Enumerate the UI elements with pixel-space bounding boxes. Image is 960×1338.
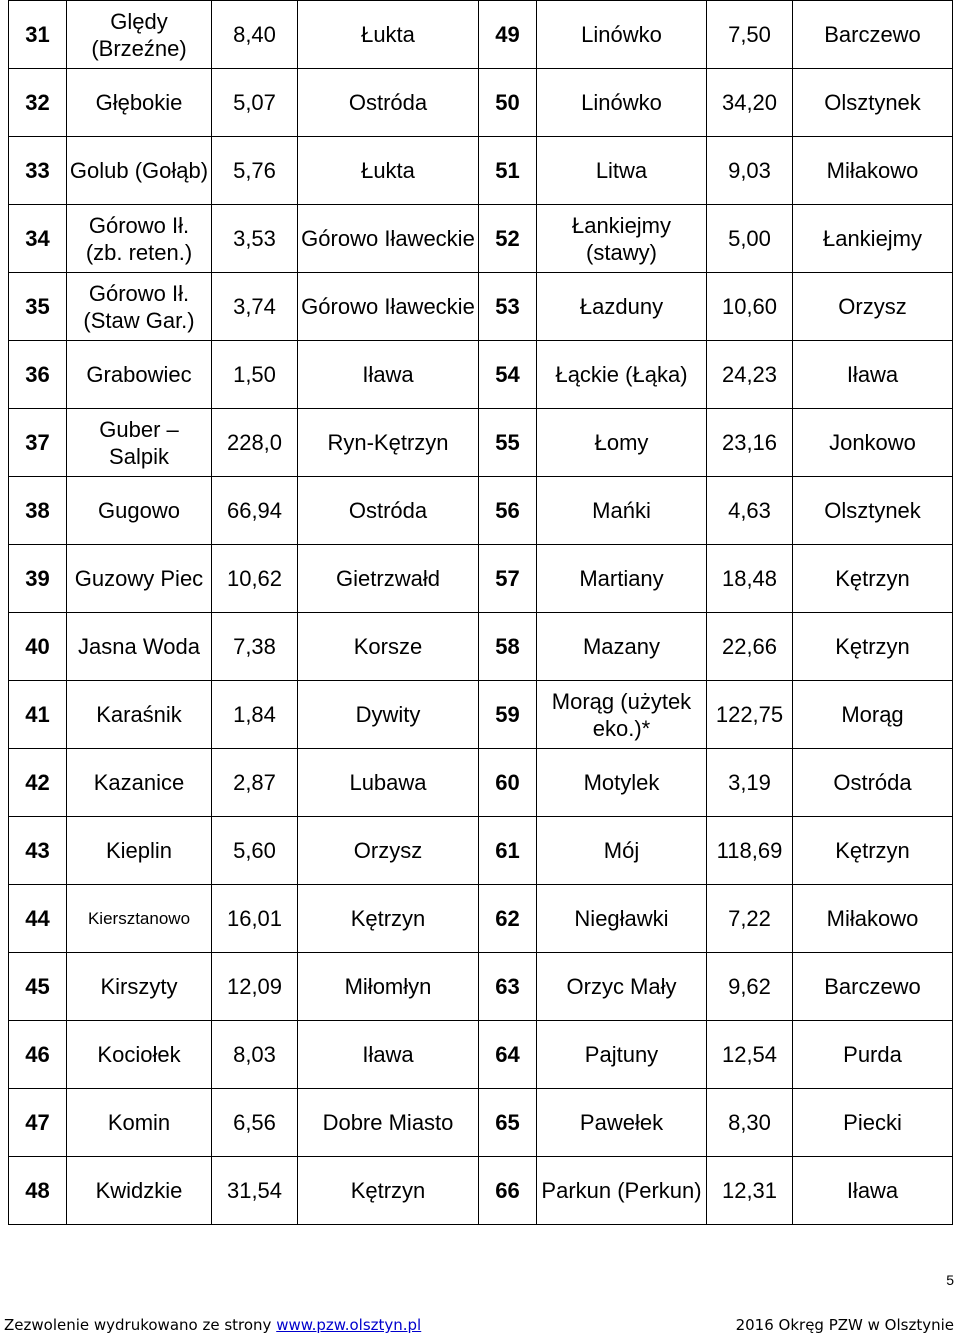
table-row <box>9 1021 953 1089</box>
lake-number: 52 <box>479 205 537 273</box>
lake-number: 48 <box>9 1157 67 1225</box>
lake-area: 5,76 <box>212 137 298 205</box>
lake-name: Litwa <box>537 137 707 205</box>
lake-name: Kwidzkie <box>67 1157 212 1225</box>
lake-area: 228,0 <box>212 409 298 477</box>
lake-area: 6,56 <box>212 1089 298 1157</box>
lake-name: Łazduny <box>537 273 707 341</box>
lake-name: Golub (Gołąb) <box>67 137 212 205</box>
lake-number: 40 <box>9 613 67 681</box>
lake-location: Miłomłyn <box>298 953 479 1021</box>
lake-number: 64 <box>479 1021 537 1089</box>
lake-number: 63 <box>479 953 537 1021</box>
lake-name: Komin <box>67 1089 212 1157</box>
table-row <box>9 69 953 137</box>
lake-number: 61 <box>479 817 537 885</box>
lake-location: Lubawa <box>298 749 479 817</box>
lake-name: Gugowo <box>67 477 212 545</box>
lake-location: Iława <box>298 341 479 409</box>
lake-number: 56 <box>479 477 537 545</box>
lake-location: Gietrzwałd <box>298 545 479 613</box>
lake-area: 16,01 <box>212 885 298 953</box>
lake-number: 50 <box>479 69 537 137</box>
lake-location: Ostróda <box>298 477 479 545</box>
lake-area: 118,69 <box>707 817 793 885</box>
lake-area: 8,40 <box>212 1 298 69</box>
lake-location: Miłakowo <box>793 137 953 205</box>
page-number: 5 <box>946 1272 954 1288</box>
lake-number: 41 <box>9 681 67 749</box>
lake-location: Dywity <box>298 681 479 749</box>
lake-number: 65 <box>479 1089 537 1157</box>
lake-area: 7,38 <box>212 613 298 681</box>
lake-location: Łankiejmy <box>793 205 953 273</box>
lake-number: 55 <box>479 409 537 477</box>
lake-number: 33 <box>9 137 67 205</box>
lake-location: Górowo Iławeckie <box>298 205 479 273</box>
lake-name: Linówko <box>537 69 707 137</box>
lake-name: Linówko <box>537 1 707 69</box>
lake-location: Kętrzyn <box>298 885 479 953</box>
table-row <box>9 341 953 409</box>
lake-location: Kętrzyn <box>298 1157 479 1225</box>
lake-area: 5,07 <box>212 69 298 137</box>
lake-area: 10,60 <box>707 273 793 341</box>
lake-location: Barczewo <box>793 953 953 1021</box>
lake-area: 18,48 <box>707 545 793 613</box>
lake-area: 12,54 <box>707 1021 793 1089</box>
lake-number: 34 <box>9 205 67 273</box>
lake-area: 122,75 <box>707 681 793 749</box>
lake-location: Kętrzyn <box>793 613 953 681</box>
table-row <box>9 1157 953 1225</box>
lake-area: 9,03 <box>707 137 793 205</box>
lake-number: 45 <box>9 953 67 1021</box>
lake-location: Iława <box>793 1157 953 1225</box>
lake-area: 3,53 <box>212 205 298 273</box>
lake-area: 8,30 <box>707 1089 793 1157</box>
lake-area: 1,50 <box>212 341 298 409</box>
lakes-table <box>8 0 953 1225</box>
footer-source-text: Zezwolenie wydrukowano ze strony <box>4 1316 277 1334</box>
lake-location: Purda <box>793 1021 953 1089</box>
lake-location: Barczewo <box>793 1 953 69</box>
lake-area: 12,31 <box>707 1157 793 1225</box>
lake-number: 38 <box>9 477 67 545</box>
lake-number: 54 <box>479 341 537 409</box>
lake-area: 24,23 <box>707 341 793 409</box>
table-row <box>9 137 953 205</box>
lake-area: 4,63 <box>707 477 793 545</box>
table-row <box>9 953 953 1021</box>
lake-name: Orzyc Mały <box>537 953 707 1021</box>
lake-location: Korsze <box>298 613 479 681</box>
table-row <box>9 545 953 613</box>
lake-name: Grabowiec <box>67 341 212 409</box>
lake-location: Dobre Miasto <box>298 1089 479 1157</box>
lake-location: Orzysz <box>793 273 953 341</box>
footer-source-note <box>4 1316 421 1334</box>
table-row <box>9 205 953 273</box>
lake-location: Olsztynek <box>793 69 953 137</box>
lake-area: 7,22 <box>707 885 793 953</box>
lake-name: Motylek <box>537 749 707 817</box>
lake-area: 10,62 <box>212 545 298 613</box>
table-row <box>9 273 953 341</box>
lake-name: Górowo Ił. (Staw Gar.) <box>67 273 212 341</box>
table-row <box>9 1 953 69</box>
footer-organization: 2016 Okręg PZW w Olsztynie <box>735 1316 954 1334</box>
table-row <box>9 681 953 749</box>
lake-location: Ostróda <box>298 69 479 137</box>
lake-location: Iława <box>793 341 953 409</box>
lake-location: Ostróda <box>793 749 953 817</box>
lake-number: 49 <box>479 1 537 69</box>
lake-number: 51 <box>479 137 537 205</box>
lake-number: 43 <box>9 817 67 885</box>
lake-name: Mańki <box>537 477 707 545</box>
lake-name: Ględy (Brzeźne) <box>67 1 212 69</box>
lake-location: Piecki <box>793 1089 953 1157</box>
lake-number: 42 <box>9 749 67 817</box>
lake-location: Kętrzyn <box>793 545 953 613</box>
lake-number: 59 <box>479 681 537 749</box>
lake-number: 62 <box>479 885 537 953</box>
lake-number: 57 <box>479 545 537 613</box>
lake-area: 5,60 <box>212 817 298 885</box>
lake-number: 37 <box>9 409 67 477</box>
lake-area: 9,62 <box>707 953 793 1021</box>
lake-number: 66 <box>479 1157 537 1225</box>
table-row <box>9 885 953 953</box>
lake-area: 12,09 <box>212 953 298 1021</box>
lake-name: Kieplin <box>67 817 212 885</box>
lake-area: 3,19 <box>707 749 793 817</box>
lake-location: Olsztynek <box>793 477 953 545</box>
lake-name: Karaśnik <box>67 681 212 749</box>
lake-area: 8,03 <box>212 1021 298 1089</box>
lake-location: Iława <box>298 1021 479 1089</box>
lake-name: Łąckie (Łąka) <box>537 341 707 409</box>
lake-name: Łankiejmy (stawy) <box>537 205 707 273</box>
lake-name: Kiersztanowo <box>67 885 212 953</box>
lake-name: Łomy <box>537 409 707 477</box>
lake-area: 23,16 <box>707 409 793 477</box>
lake-number: 46 <box>9 1021 67 1089</box>
lake-name: Kociołek <box>67 1021 212 1089</box>
lake-name: Parkun (Perkun) <box>537 1157 707 1225</box>
lake-location: Jonkowo <box>793 409 953 477</box>
lake-number: 47 <box>9 1089 67 1157</box>
footer-source-link[interactable]: www.pzw.olsztyn.pl <box>276 1316 422 1334</box>
lake-area: 7,50 <box>707 1 793 69</box>
lake-name: Pawełek <box>537 1089 707 1157</box>
lake-area: 31,54 <box>212 1157 298 1225</box>
lake-location: Orzysz <box>298 817 479 885</box>
lake-location: Kętrzyn <box>793 817 953 885</box>
lake-name: Morąg (użytek eko.)* <box>537 681 707 749</box>
table-row <box>9 613 953 681</box>
lake-number: 44 <box>9 885 67 953</box>
lake-location: Łukta <box>298 1 479 69</box>
lake-number: 36 <box>9 341 67 409</box>
lake-name: Górowo Ił. (zb. reten.) <box>67 205 212 273</box>
lake-number: 31 <box>9 1 67 69</box>
lake-number: 53 <box>479 273 537 341</box>
table-row <box>9 749 953 817</box>
lake-name: Guzowy Piec <box>67 545 212 613</box>
lake-area: 3,74 <box>212 273 298 341</box>
lake-location: Morąg <box>793 681 953 749</box>
lake-location: Górowo Iławeckie <box>298 273 479 341</box>
lake-name: Pajtuny <box>537 1021 707 1089</box>
lake-area: 34,20 <box>707 69 793 137</box>
lake-area: 22,66 <box>707 613 793 681</box>
lake-name: Mój <box>537 817 707 885</box>
lake-number: 60 <box>479 749 537 817</box>
lake-name: Martiany <box>537 545 707 613</box>
lake-number: 35 <box>9 273 67 341</box>
lake-location: Łukta <box>298 137 479 205</box>
lake-area: 5,00 <box>707 205 793 273</box>
lake-name: Głębokie <box>67 69 212 137</box>
lake-name: Guber – Salpik <box>67 409 212 477</box>
lake-name: Mazany <box>537 613 707 681</box>
table-row <box>9 477 953 545</box>
lake-name: Niegławki <box>537 885 707 953</box>
lake-number: 58 <box>479 613 537 681</box>
table-row <box>9 1089 953 1157</box>
table-row <box>9 817 953 885</box>
lake-area: 66,94 <box>212 477 298 545</box>
table-row <box>9 409 953 477</box>
lake-number: 39 <box>9 545 67 613</box>
lake-name: Kirszyty <box>67 953 212 1021</box>
lakes-table-body <box>9 1 953 1225</box>
lake-name: Jasna Woda <box>67 613 212 681</box>
lake-number: 32 <box>9 69 67 137</box>
lake-area: 2,87 <box>212 749 298 817</box>
lake-name: Kazanice <box>67 749 212 817</box>
lake-location: Miłakowo <box>793 885 953 953</box>
lake-location: Ryn-Kętrzyn <box>298 409 479 477</box>
lake-area: 1,84 <box>212 681 298 749</box>
